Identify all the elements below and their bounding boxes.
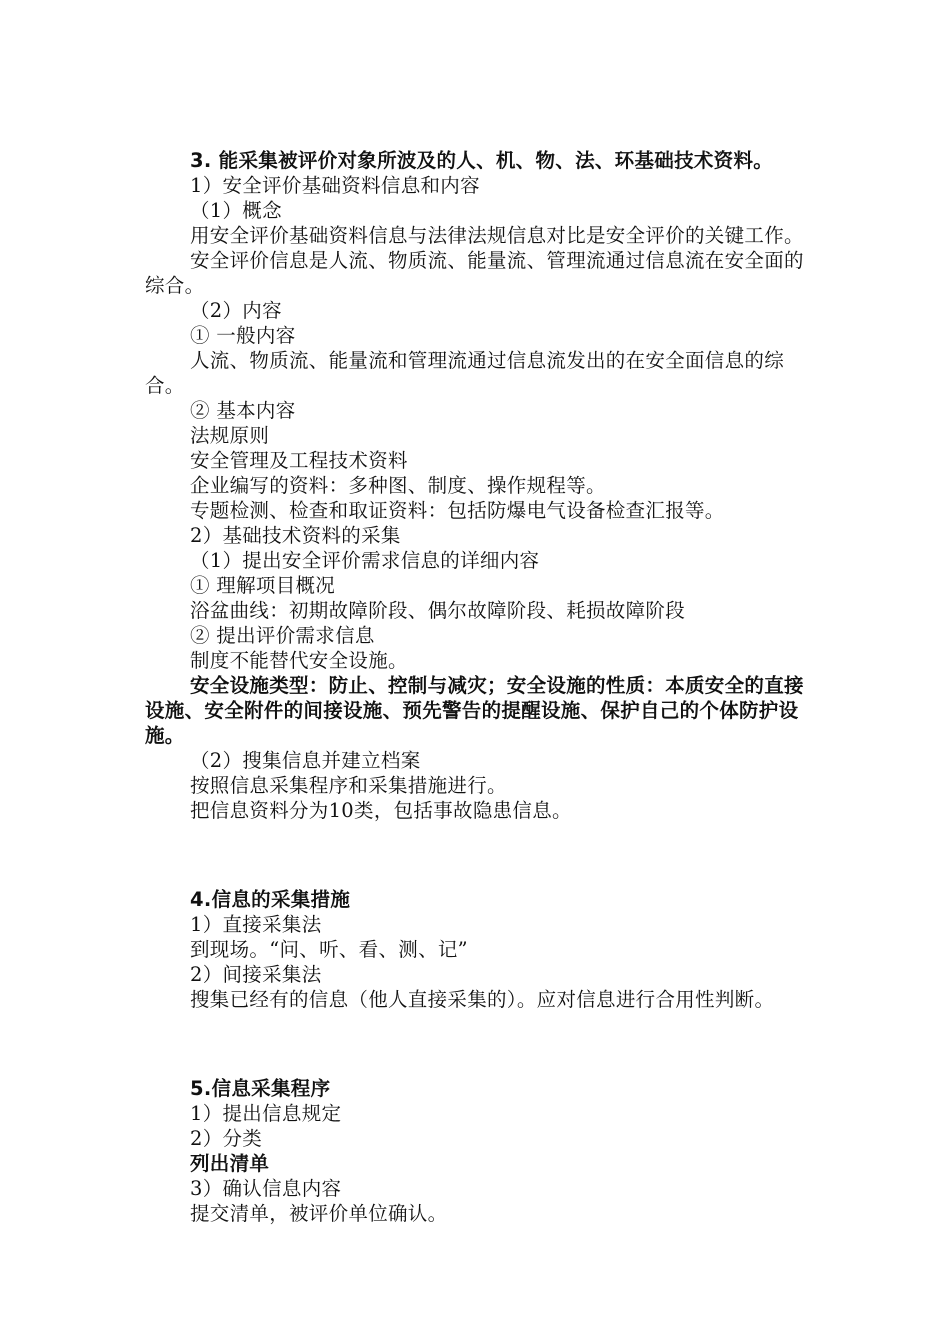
paragraph: 提交清单，被评价单位确认。 [190,1202,448,1225]
paragraph: ① 理解项目概况 [190,574,336,597]
paragraph: 安全管理及工程技术资料 [190,449,408,472]
blank-line [145,843,810,868]
paragraph: （1）概念 [190,199,282,222]
paragraph: 浴盆曲线：初期故障阶段、偶尔故障阶段、耗损故障阶段 [190,599,686,622]
paragraph: 1）直接采集法 [190,913,322,936]
blank-line [145,1032,810,1057]
paragraph: ① 一般内容 [190,324,296,347]
paragraph: 2）分类 [190,1127,263,1150]
paragraph: 制度不能替代安全设施。 [190,649,408,672]
paragraph: 搜集已经有的信息（他人直接采集的）。应对信息进行合用性判断。 [190,988,775,1011]
paragraph: （2）内容 [190,299,282,322]
bold-paragraph: 列出清单 [190,1152,270,1175]
bold-paragraph: 3. 能采集被评价对象所波及的人、机、物、法、环基础技术资料。 [190,149,774,172]
paragraph: 到现场。“问、听、看、测、记” [190,938,468,961]
paragraph: 2）间接采集法 [190,963,322,986]
paragraph: 3）确认信息内容 [190,1177,342,1200]
document-body [145,148,810,1226]
paragraph: 法规原则 [190,424,270,447]
paragraph: 企业编写的资料：多种图、制度、操作规程等。 [190,474,606,497]
paragraph: 按照信息采集程序和采集措施进行。 [190,774,507,797]
bold-paragraph: 4.信息的采集措施 [190,888,351,911]
paragraph: ② 提出评价需求信息 [190,624,375,647]
paragraph: 人流、物质流、能量流和管理流通过信息流发出的在安全面信息的综合。 [145,349,785,397]
paragraph: 把信息资料分为10类，包括事故隐患信息。 [190,799,572,822]
paragraph: 安全评价信息是人流、物质流、能量流、管理流通过信息流在安全面的综合。 [145,249,804,297]
paragraph: 1）安全评价基础资料信息和内容 [190,174,480,197]
paragraph: ② 基本内容 [190,399,296,422]
paragraph: 用安全评价基础资料信息与法律法规信息对比是安全评价的关键工作。 [190,224,804,247]
bold-paragraph: 5.信息采集程序 [190,1077,331,1100]
paragraph: 2）基础技术资料的采集 [190,524,401,547]
bold-paragraph: 安全设施类型：防止、控制与减灾；安全设施的性质：本质安全的直接设施、安全附件的间接设施、预先警告的提醒设施、保护自己的个体防护设施。 [145,674,804,747]
paragraph: （2）搜集信息并建立档案 [190,749,421,772]
paragraph: 专题检测、检查和取证资料：包括防爆电气设备检查汇报等。 [190,499,725,522]
paragraph: 1）提出信息规定 [190,1102,342,1125]
paragraph: （1）提出安全评价需求信息的详细内容 [190,549,540,572]
